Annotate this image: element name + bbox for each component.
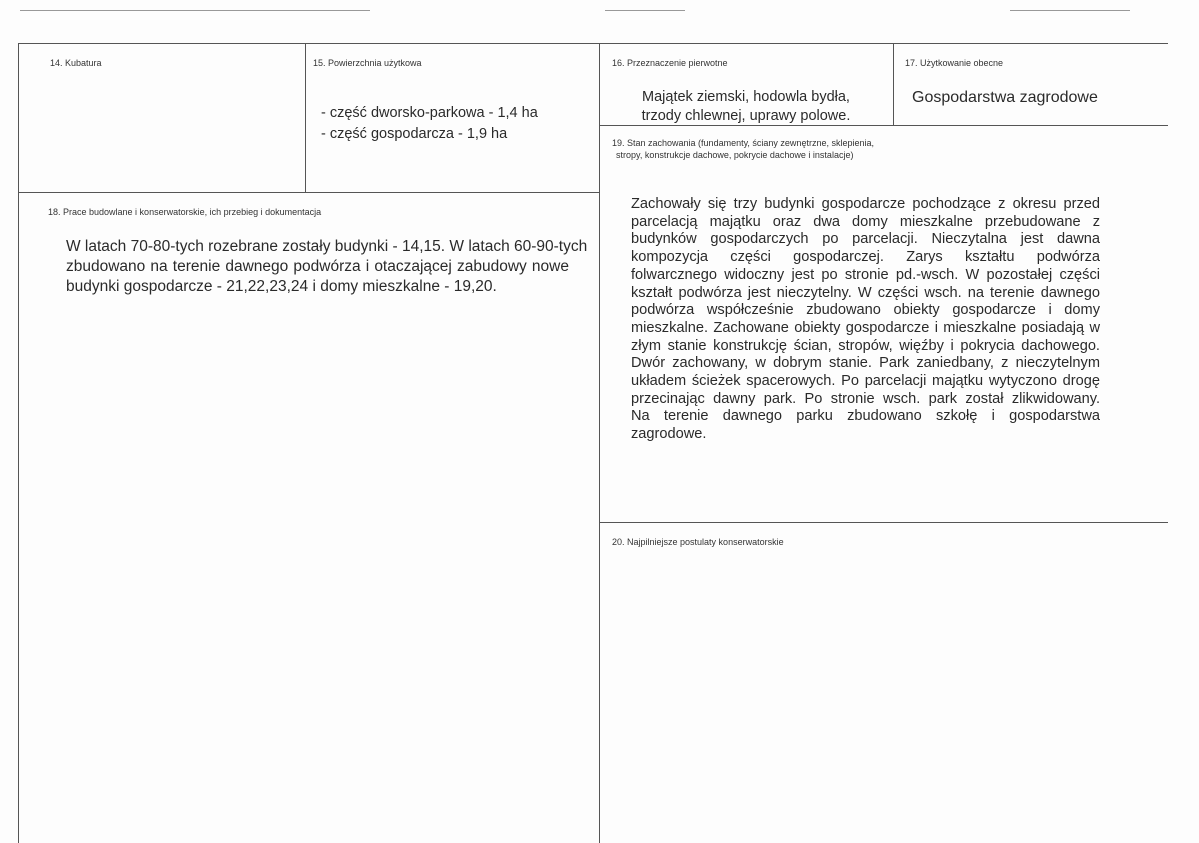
stan-line: folwarcznego widoczny jest po stronie pd.-wsch. W pozostałej części <box>631 266 1100 283</box>
top-scan-line <box>20 10 370 11</box>
stan-line: podwórza współcześnie zbudowano obiekty gospodarcze i domy <box>631 302 1100 319</box>
uzytkowanie-label: 17. Użytkowanie obecne <box>905 58 1004 68</box>
stan-line: złym stanie konstrukcję ścian, stropów, więźby i pokrycia dachowego. <box>631 337 1100 354</box>
powierzchnia-line: - część gospodarcza - 1,9 ha <box>321 126 508 142</box>
prace-line: budynki gospodarcze - 21,22,23,24 i domy mieszkalne - 19,20. <box>66 278 497 295</box>
stan-line: kształt podwórza jest nieczytelny. W części wsch. na terenie dawnego <box>631 284 1100 301</box>
stan-line: kompozycja części gospodarczej. Zarys kształtu podwórza <box>631 249 1100 266</box>
stan-line: parcelacją majątku oraz dwa domy mieszkalne przebudowane z <box>631 213 1100 230</box>
top-scan-line <box>605 10 685 11</box>
prace-value <box>66 237 588 297</box>
powierzchnia-label: 15. Powierzchnia użytkowa <box>313 58 422 68</box>
postulaty-label: 20. Najpilniejsze postulaty konserwatorskie <box>612 537 784 547</box>
top-scan-line <box>1010 10 1130 11</box>
table-left-border <box>18 43 19 843</box>
stan-label-line: 19. Stan zachowania (fundamenty, ściany zewnętrzne, sklepienia, <box>612 138 874 148</box>
przeznaczenie-line: trzody chlewnej, uprawy polowe. <box>641 108 851 124</box>
prace-line: zbudowano na terenie dawnego podwórza i otaczającej zabudowy nowe <box>66 258 569 275</box>
stan-line: mieszkalne. Zachowane obiekty gospodarcze i mieszkalne posiadają w <box>631 319 1100 336</box>
stan-line: Na terenie dawnego parku zbudowano szkołę i gospodarstwa <box>631 408 1100 425</box>
przeznaczenie-line: Majątek ziemski, hodowla bydła, <box>642 89 850 105</box>
stan-line: zagrodowe. <box>631 426 707 443</box>
divider-19-20 <box>599 522 1168 523</box>
przeznaczenie-label: 16. Przeznaczenie pierwotne <box>612 58 728 68</box>
prace-label: 18. Prace budowlane i konserwatorskie, ich przebieg i dokumentacja <box>48 207 322 217</box>
uzytkowanie-value: Gospodarstwa zagrodowe <box>912 89 1098 106</box>
divider-16-17 <box>893 43 894 125</box>
stan-line: budynków gospodarczych po parcelacji. Nieczytalna jest dawna <box>631 231 1100 248</box>
table-top-border <box>18 43 1168 44</box>
divider-14-15 <box>305 43 306 192</box>
prace-line: W latach 70-80-tych rozebrane zostały budynki - 14,15. W latach 60-90-tych <box>66 238 588 255</box>
stan-value <box>631 196 1100 444</box>
kubatura-label: 14. Kubatura <box>50 58 102 68</box>
divider-row-left <box>18 192 599 193</box>
przeznaczenie-value <box>612 88 880 126</box>
divider-center <box>599 43 600 843</box>
stan-label <box>612 137 874 161</box>
stan-line: przecinając dawny park. Po stronie wsch. park został zlikwidowany. <box>631 390 1100 407</box>
stan-line: układem ścieżek spacerowych. Po parcelacji majątku wytyczono drogę <box>631 373 1100 390</box>
powierzchnia-value <box>321 103 538 145</box>
powierzchnia-line: - część dworsko-parkowa - 1,4 ha <box>321 105 538 121</box>
stan-line: Dwór zachowany, w dobrym stanie. Park zaniedbany, z nieczytelnym <box>631 355 1100 372</box>
stan-line: Zachowały się trzy budynki gospodarcze pochodzące z okresu przed <box>631 196 1100 212</box>
stan-label-line: stropy, konstrukcje dachowe, pokrycie dachowe i instalacje) <box>616 150 854 160</box>
